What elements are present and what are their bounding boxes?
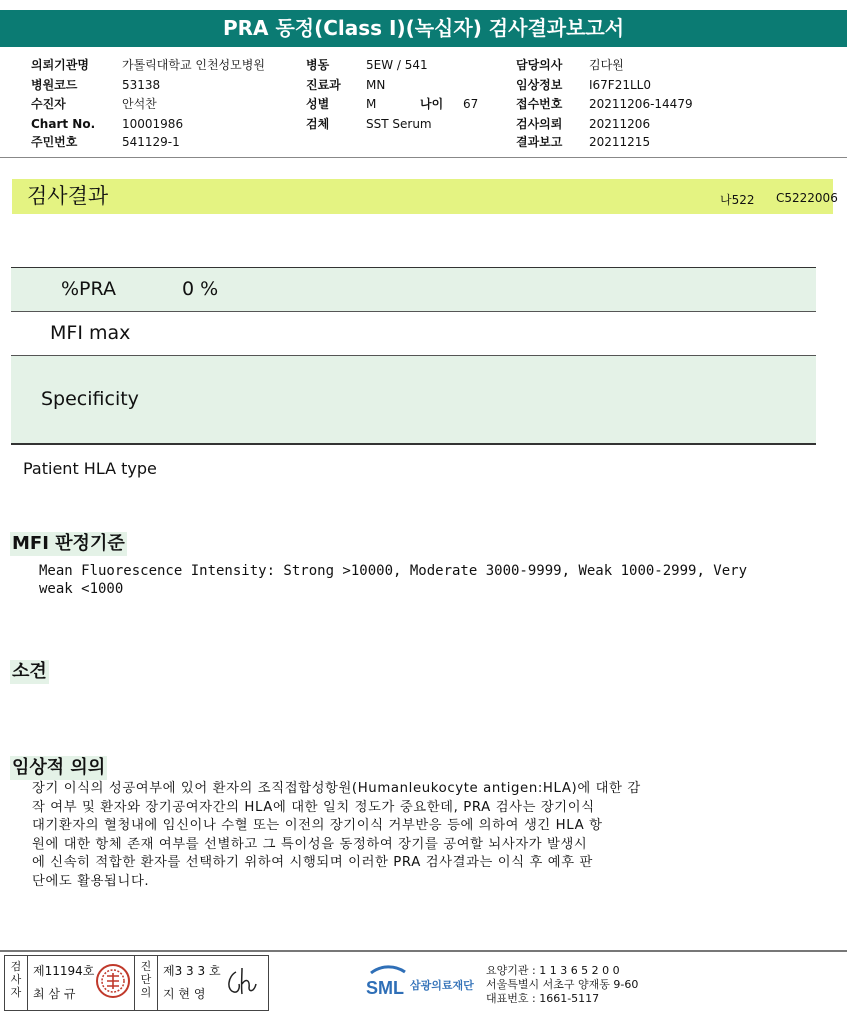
org-name: 삼광의료재단 <box>410 979 474 992</box>
clinical-text <box>32 780 822 891</box>
label-specimen: 검체 <box>306 117 330 131</box>
label-hospital-code: 병원코드 <box>31 78 78 92</box>
clinical-heading: 임상적 의의 <box>12 757 106 778</box>
mfi-criteria-text <box>39 562 747 598</box>
result-code-2: C5222006 <box>776 191 838 205</box>
label-report-date: 결과보고 <box>516 135 563 149</box>
signature-sep-3 <box>157 955 158 1011</box>
report-title: PRA 동정(Class I)(녹십자) 검사결과보고서 <box>0 10 847 47</box>
confirmer-role-char-3: 의 <box>140 986 152 999</box>
org-address: 서울특별시 서초구 양재동 9-60 <box>486 978 639 991</box>
logo-text: SML <box>366 978 404 998</box>
value-hospital-code: 53138 <box>122 78 161 92</box>
mfi-max-label: MFI max <box>50 322 131 344</box>
value-clinical-info: I67F21LL0 <box>589 78 651 92</box>
confirmer-name: 지 현 영 <box>163 987 206 1001</box>
value-chart-no: 10001986 <box>122 117 184 131</box>
opinion-heading: 소견 <box>12 661 47 682</box>
specificity-label: Specificity <box>41 388 139 410</box>
result-code-1: 나522 <box>720 193 755 207</box>
label-department: 진료과 <box>306 78 341 92</box>
inspector-role-char-1: 검 <box>10 960 22 973</box>
value-department: MN <box>366 78 386 92</box>
footer-divider <box>0 950 847 952</box>
inspector-role <box>6 960 26 999</box>
table-line-1 <box>11 311 816 312</box>
inspector-role-char-3: 자 <box>10 986 22 999</box>
value-receipt-no: 20211206-14479 <box>589 97 693 111</box>
clinical-line-2: 작 여부 및 환자와 장기공여자간의 HLA에 대한 일치 정도가 중요한데, PRA 검사는 장기이식 <box>32 799 595 815</box>
label-patient: 수진자 <box>31 97 66 111</box>
label-receipt-no: 접수번호 <box>516 97 563 111</box>
mfi-criteria-line-1: Mean Fluorescence Intensity: Strong >10000, Moderate 3000-9999, Weak 1000-2999, Very <box>39 563 748 579</box>
value-specimen: SST Serum <box>366 117 432 131</box>
org-code: 요양기관 : 1 1 3 6 5 2 0 0 <box>486 964 620 977</box>
value-report-date: 20211215 <box>589 135 651 149</box>
result-bar <box>12 179 833 214</box>
clinical-line-3: 대기환자의 혈청내에 임신이나 수혈 또는 이전의 장기이식 거부반응 등에 의하여 생긴 HLA 항 <box>32 818 603 833</box>
value-age: 67 <box>463 97 479 111</box>
seal-stamp-icon <box>95 962 131 1000</box>
clinical-line-4: 원에 대한 항체 존재 여부를 선별하고 그 특이성을 동정하여 장기를 공여할 뇌사자가 발생시 <box>32 836 588 852</box>
confirmer-role-char-2: 단 <box>140 973 152 986</box>
value-resident-no: 541129-1 <box>122 135 180 149</box>
label-clinical-info: 임상정보 <box>516 78 563 92</box>
header-col3-values <box>589 58 693 149</box>
pra-row <box>11 268 816 311</box>
signature-sep-1 <box>27 955 28 1011</box>
table-bottom-line <box>11 443 816 445</box>
value-doctor: 김다원 <box>589 58 624 72</box>
confirmer-role <box>136 960 156 999</box>
header-divider <box>0 157 847 158</box>
label-ward: 병동 <box>306 58 330 72</box>
label-sex: 성별 <box>306 97 330 111</box>
value-hospital: 가톨릭대학교 인천성모병원 <box>122 58 265 72</box>
value-request-date: 20211206 <box>589 117 651 131</box>
label-request-date: 검사의뢰 <box>516 117 563 131</box>
value-sex: M <box>366 97 377 111</box>
confirmer-license: 제3 3 3 호 <box>163 964 221 978</box>
pra-value: 0 % <box>182 278 219 300</box>
clinical-line-1: 장기 이식의 성공여부에 있어 환자의 조직접합성항원(Humanleukocyte antigen:HLA)에 대한 감 <box>32 781 641 796</box>
org-info <box>486 964 638 1006</box>
confirmer-role-char-1: 진 <box>140 960 152 973</box>
header-col1 <box>31 58 95 149</box>
header-col2-values <box>366 58 432 131</box>
label-chart-no: Chart No. <box>31 117 96 131</box>
label-doctor: 담당의사 <box>516 58 563 72</box>
org-phone: 대표번호 : 1661-5117 <box>486 992 600 1005</box>
pra-label: %PRA <box>61 278 116 300</box>
result-title: 검사결과 <box>27 184 109 208</box>
label-resident-no: 주민번호 <box>31 135 78 149</box>
header-col1-values <box>122 58 265 149</box>
clinical-line-5: 에 신속히 적합한 환자를 선택하기 위하여 시행되며 이러한 PRA 검사결과는 이식 후 예후 판 <box>32 855 593 870</box>
value-ward: 5EW / 541 <box>366 58 428 72</box>
label-hospital: 의뢰기관명 <box>31 58 89 72</box>
value-patient: 안석찬 <box>122 97 157 111</box>
clinical-line-6: 단에도 활용됩니다. <box>32 873 150 889</box>
mfi-criteria-heading: MFI 판정기준 <box>12 533 125 554</box>
header-col3 <box>516 58 562 149</box>
header-col2 <box>306 58 341 131</box>
inspector-role-char-2: 사 <box>10 973 22 986</box>
inspector-name: 최 삼 규 <box>33 987 76 1001</box>
patient-hla-label: Patient HLA type <box>23 459 157 478</box>
signature-sep-2 <box>134 955 135 1011</box>
sml-logo-icon <box>365 963 409 999</box>
inspector-license: 제11194호 <box>33 964 95 978</box>
signature-icon <box>222 962 262 1002</box>
label-age: 나이 <box>420 97 444 111</box>
mfi-criteria-line-2: weak <1000 <box>39 581 124 597</box>
